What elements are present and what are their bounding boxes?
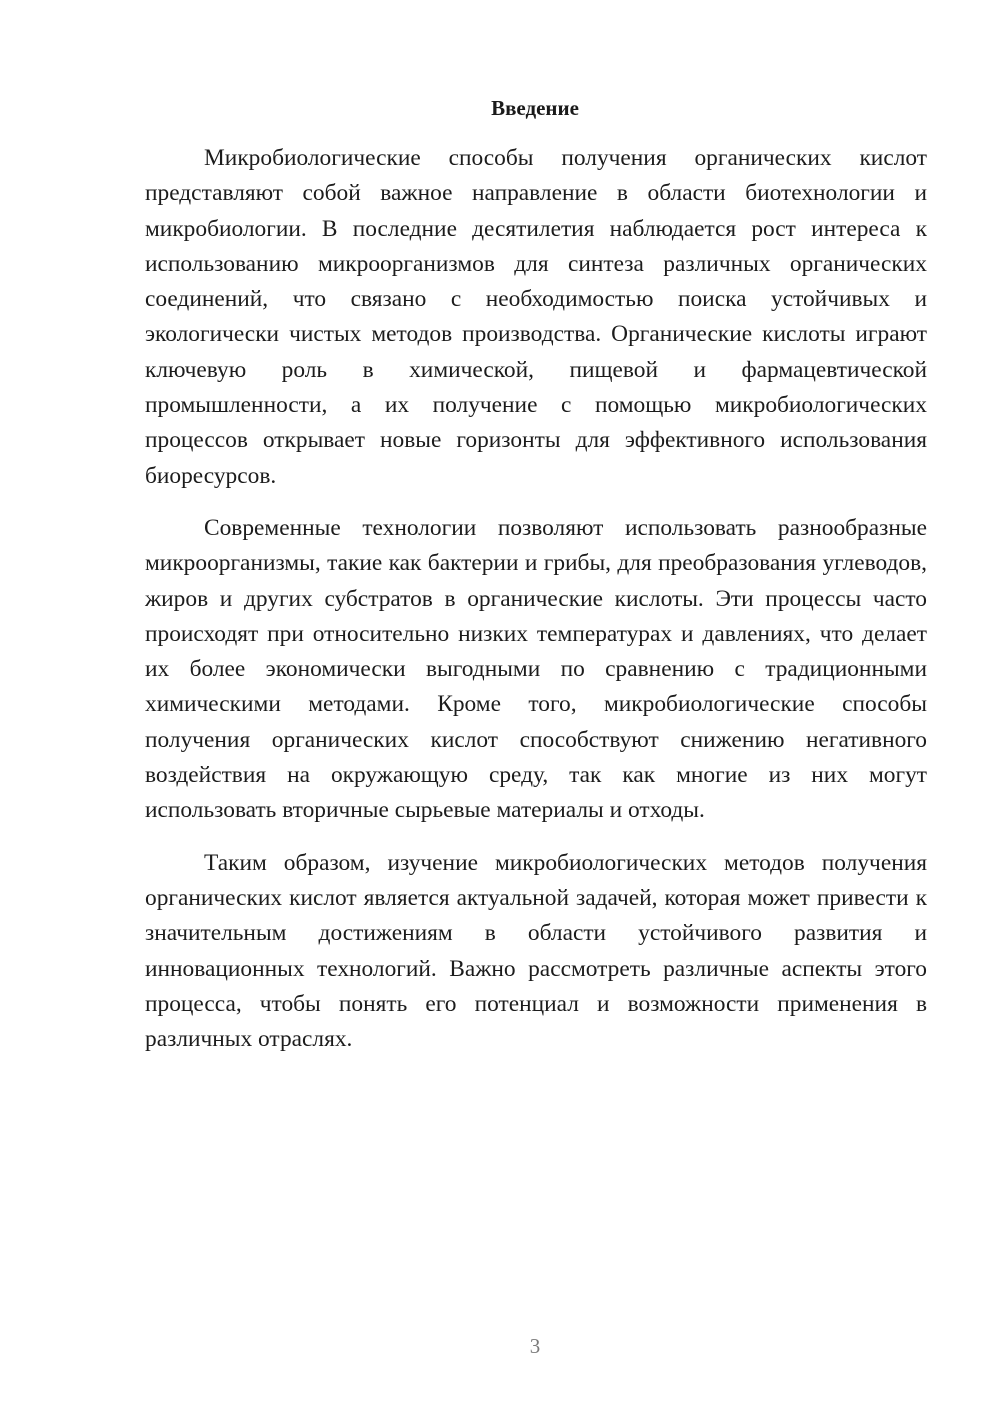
section-title: Введение	[491, 96, 579, 120]
page-number: 3	[529, 1334, 541, 1358]
paragraph-2: Современные технологии позволяют использовать разнообразные микроорганизмы, такие как бактерии и грибы, для преобразования углеводов, жиров и других субстратов в органические кислоты. Эти процессы часто происходят при относительно низких температурах и давлениях, что делает их более экономически выгодными по сравнению с традиционными химическими методами. Кроме того, микробиологические способы получения органических кислот способствуют снижению негативного воздействия на окружающую среду, так как многие из них могут использовать вторичные сырьевые материалы и отходы.	[145, 514, 927, 824]
body-text	[145, 141, 927, 1074]
paragraph-1: Микробиологические способы получения органических кислот представляют собой важное направление в области биотехнологии и микробиологии. В последние десятилетия наблюдается рост интереса к использованию микроорганизмов для синтеза различных органических соединений, что связано с необходимостью поиска устойчивых и экологически чистых методов производства. Органические кислоты играют ключевую роль в химической, пищевой и фармацевтической промышленности, а их получение с помощью микробиологических процессов открывает новые горизонты для эффективного использования биоресурсов.	[145, 145, 927, 489]
paragraph-3: Таким образом, изучение микробиологических методов получения органических кислот является актуальной задачей, которая может привести к значительным достижениям в области устойчивого развития и инновационных технологий. Важно рассмотреть различные аспекты этого процесса, чтобы понять его потенциал и возможности применения в различных отраслях.	[145, 849, 927, 1053]
